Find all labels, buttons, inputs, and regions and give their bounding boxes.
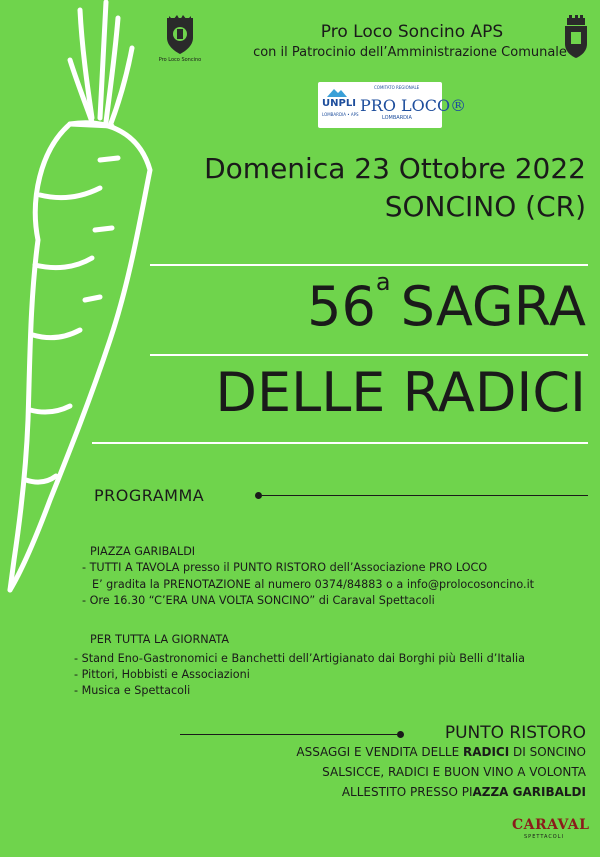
patronage-line: con il Patrocinio dell’Amministrazione Comunale xyxy=(253,45,567,60)
event-place: SONCINO (CR) xyxy=(384,190,586,223)
section1-line-2: E’ gradita la PRENOTAZIONE al numero 0374/84883 o a info@prolocosoncino.it xyxy=(92,578,535,591)
title-line-1 xyxy=(307,268,586,338)
ristoro-line-1-b: RADICI xyxy=(462,745,510,759)
ristoro-line-3-a: ALLESTITO PRESSO PI xyxy=(341,785,473,799)
caraval-logo: CARAVAL xyxy=(512,817,590,833)
ristoro-line xyxy=(180,734,397,735)
section2-line-1: - Stand Eno-Gastronomici e Banchetti dell’Artigianato dai Borghi più Belli d’Italia xyxy=(74,652,525,665)
unpli-sub-label: LOMBARDIA • APS xyxy=(322,112,359,117)
section2-line-2: - Pittori, Hobbisti e Associazioni xyxy=(74,668,250,681)
ristoro-line-1-a: ASSAGGI E VENDITA DELLE xyxy=(296,745,463,759)
section1-title: PIAZZA GARIBALDI xyxy=(90,545,196,558)
ristoro-dot xyxy=(397,731,404,738)
carrot-illustration xyxy=(0,0,250,600)
section1-line-1: - TUTTI A TAVOLA presso il PUNTO RISTORO dell’Associazione PRO LOCO xyxy=(82,561,488,574)
ristoro-line-1-c: DI SONCINO xyxy=(509,745,586,759)
programma-line xyxy=(262,495,588,496)
section2-title: PER TUTTA LA GIORNATA xyxy=(90,633,229,646)
ristoro-line-2: SALSICCE, RADICI E BUON VINO A VOLONTA xyxy=(322,765,586,779)
divider-middle xyxy=(150,354,588,356)
edition-number: 56 xyxy=(307,275,376,338)
unpli-mountain-icon xyxy=(326,86,348,98)
ristoro-line-3 xyxy=(342,785,586,799)
section2-line-3: - Musica e Spettacoli xyxy=(74,684,191,697)
programma-heading: PROGRAMMA xyxy=(94,486,205,505)
divider-bottom xyxy=(92,442,588,444)
left-crest-icon xyxy=(163,14,197,56)
proloco-label: PRO LOCO® xyxy=(360,96,467,115)
caraval-sub: SPETTACOLI xyxy=(524,834,564,840)
title-line-2: DELLE RADICI xyxy=(215,361,586,424)
proloco-sub-label: LOMBARDIA xyxy=(382,115,412,121)
left-crest-label: Pro Loco Soncino xyxy=(158,57,202,63)
title-sagra: SAGRA xyxy=(400,275,586,338)
divider-top xyxy=(150,264,588,266)
programma-dot xyxy=(255,492,262,499)
proloco-top-label: COMITATO REGIONALE xyxy=(374,85,420,90)
ristoro-line-1 xyxy=(296,745,586,759)
edition-suffix: a xyxy=(375,268,391,296)
event-date: Domenica 23 Ottobre 2022 xyxy=(204,152,586,185)
ristoro-heading: PUNTO RISTORO xyxy=(444,723,586,743)
section1-line-3: - Ore 16.30 “C’ERA UNA VOLTA SONCINO” di Caraval Spettacoli xyxy=(82,594,435,607)
organization-name: Pro Loco Soncino APS xyxy=(320,22,504,42)
ristoro-line-3-b: AZZA GARIBALDI xyxy=(472,785,586,799)
unpli-label: UNPLI xyxy=(322,98,356,109)
